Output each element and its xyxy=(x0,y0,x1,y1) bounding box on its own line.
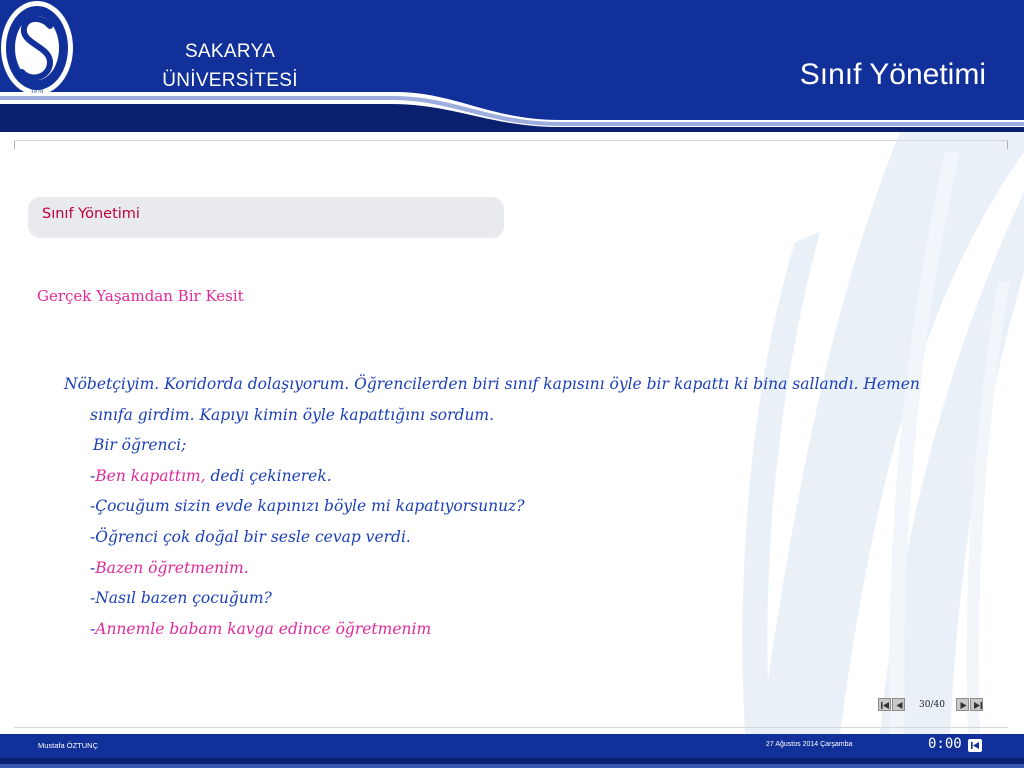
page-number: 30/40 xyxy=(919,700,945,710)
footer-date: 27 Ağustos 2014 Çarşamba xyxy=(766,741,853,748)
prev-page-icon xyxy=(895,701,904,710)
slide-footer xyxy=(0,734,1024,768)
story-line xyxy=(64,461,994,492)
story-line: Bir öğrenci; xyxy=(93,436,187,455)
story-line: -Çocuğum sizin evde kapınızı böyle mi kapatıyorsunuz? xyxy=(90,497,525,516)
story-line: -Öğrenci çok doğal bir sesle cevap verdi. xyxy=(90,527,411,546)
student-quote: Bazen öğretmenim. xyxy=(95,558,249,577)
first-page-icon xyxy=(881,701,890,710)
story-line: Nöbetçiyim. Koridorda dolaşıyorum. Öğrencilerden biri sınıf kapısını öyle bir kapattı ki bina sallandı. Hemen xyxy=(64,375,920,393)
story-line xyxy=(64,553,994,584)
student-quote: Ben kapattım, xyxy=(95,466,206,485)
story-line-rest: dedi çekinerek. xyxy=(205,466,332,485)
university-name-line2: ÜNİVERSİTESİ xyxy=(162,70,298,91)
story-text xyxy=(64,369,994,644)
footer-timer: 0:00 xyxy=(928,736,962,752)
first-page-button[interactable] xyxy=(878,698,891,711)
slide-header xyxy=(0,0,1024,132)
content-subtitle: Gerçek Yaşamdan Bir Kesit xyxy=(37,287,244,305)
university-name xyxy=(150,37,310,95)
section-label: Sınıf Yönetimi xyxy=(42,206,140,222)
prev-page-button[interactable] xyxy=(892,698,905,711)
home-icon[interactable] xyxy=(968,739,982,752)
nav-forward-group xyxy=(956,698,984,714)
nav-back-group xyxy=(878,698,906,714)
dash: - xyxy=(90,619,96,638)
story-line: sınıfa girdim. Kapıyı kimin öyle kapattığını sordum. xyxy=(90,405,495,424)
university-name-line1: SAKARYA xyxy=(184,41,276,62)
svg-text:1970: 1970 xyxy=(30,89,44,95)
university-logo xyxy=(0,0,74,96)
footer-author: Mustafa ÖZTUNÇ xyxy=(38,741,99,750)
section-label-box xyxy=(28,197,504,238)
story-line xyxy=(64,614,994,645)
slide-title: Sınıf Yönetimi xyxy=(799,58,986,91)
last-page-button[interactable] xyxy=(970,698,983,711)
student-quote: Annemle babam kavga edince öğretmenim xyxy=(95,619,432,638)
story-line: -Nasıl bazen çocuğum? xyxy=(90,589,272,608)
dash: - xyxy=(90,466,96,485)
dash: - xyxy=(90,558,96,577)
next-page-icon xyxy=(959,701,968,710)
next-page-button[interactable] xyxy=(956,698,969,711)
last-page-icon xyxy=(973,701,982,710)
